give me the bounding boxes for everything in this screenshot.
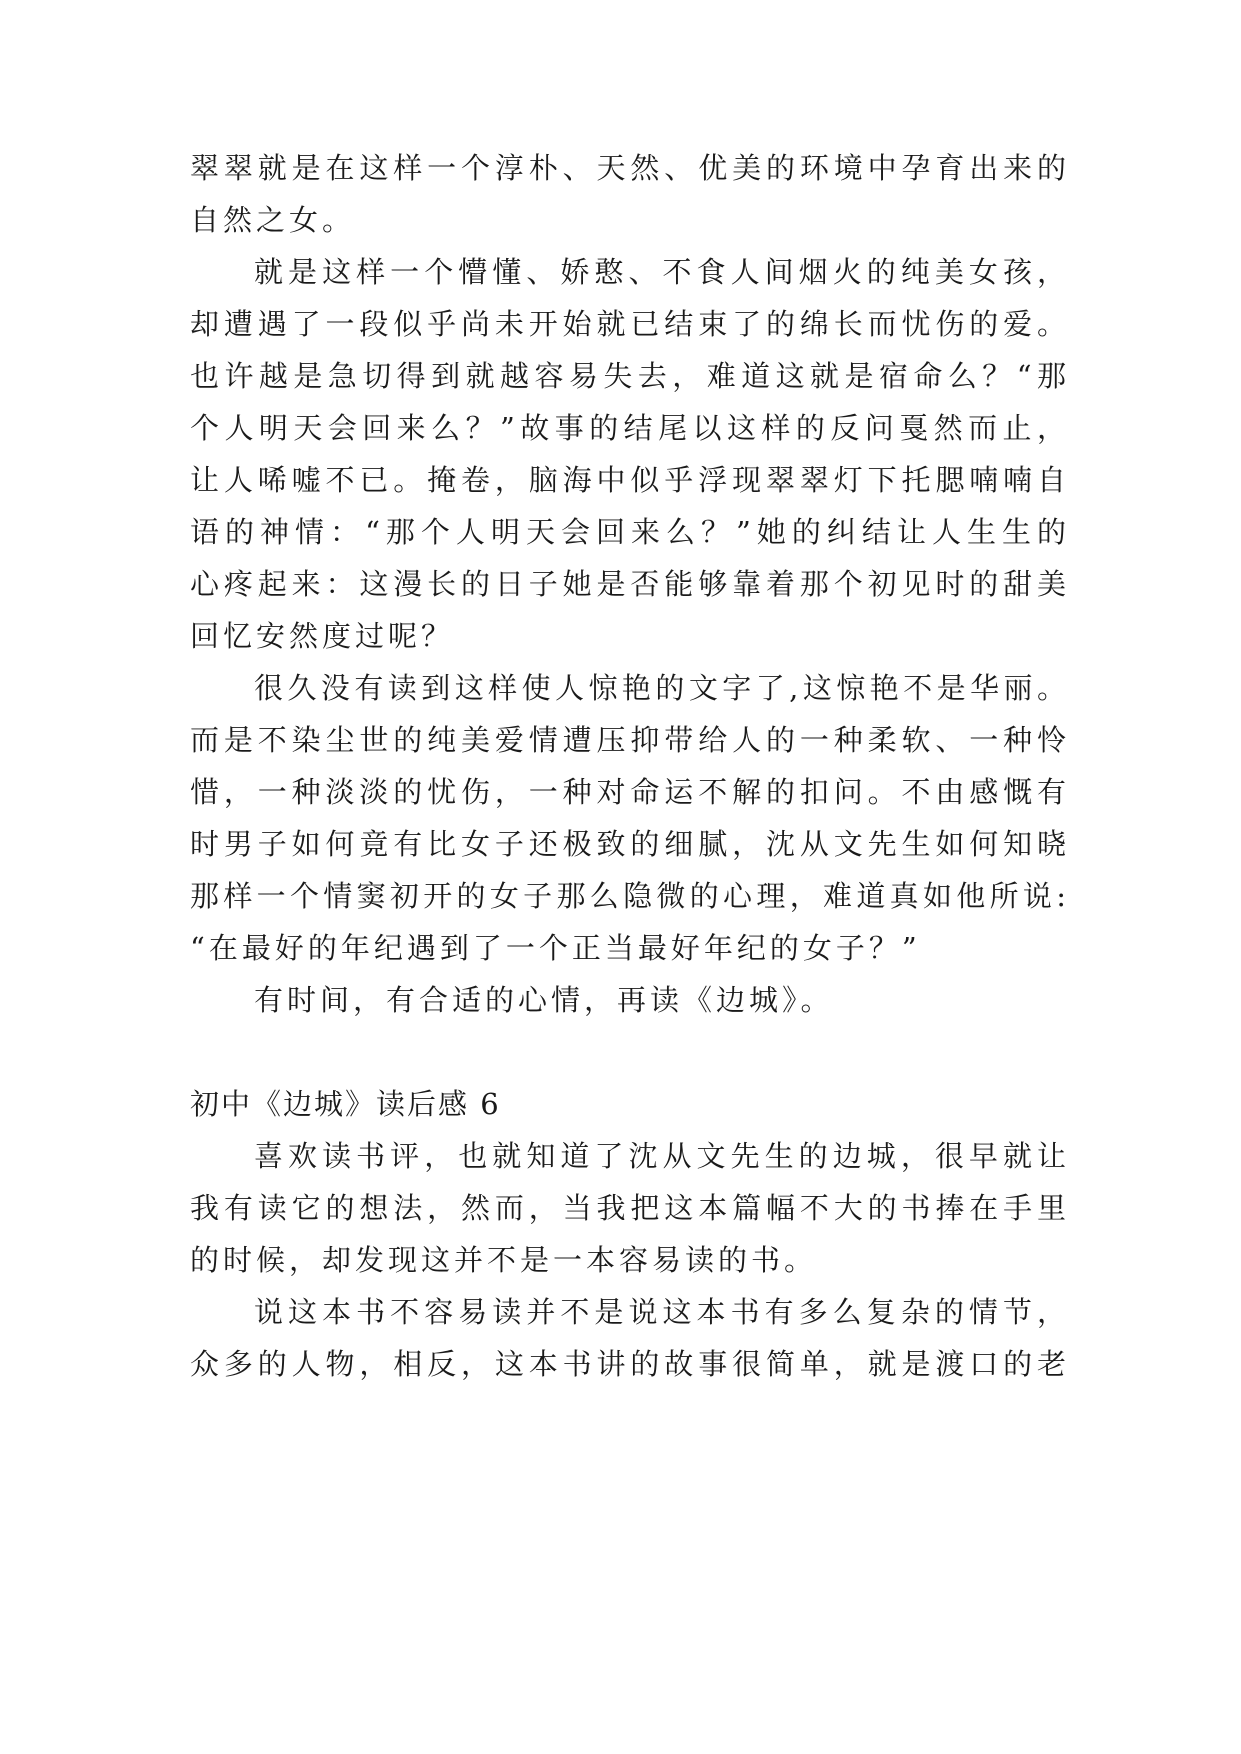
paragraph-line: “在最好的年纪遇到了一个正当最好年纪的女子？” — [190, 931, 921, 965]
paragraph-line: 很久没有读到这样使人惊艳的文字了,这惊艳不是华丽。 — [254, 671, 1070, 705]
paragraph-line: 那样一个情窦初开的女子那么隐微的心理，难道真如他所说: — [190, 879, 1070, 913]
section-title: 初中《边城》读后感 6 — [190, 1087, 501, 1121]
paragraph-line: 说这本书不容易读并不是说这本书有多么复杂的情节， — [254, 1295, 1070, 1329]
paragraph-line: 众多的人物，相反，这本书讲的故事很简单，就是渡口的老 — [190, 1347, 1070, 1381]
paragraph-line: 惜，一种淡淡的忧伤，一种对命运不解的扣问。不由感慨有 — [190, 775, 1070, 809]
paragraph-line: 就是这样一个懵懂、娇憨、不食人间烟火的纯美女孩， — [254, 255, 1070, 289]
paragraph-line: 而是不染尘世的纯美爱情遭压抑带给人的一种柔软、一种怜 — [190, 723, 1070, 757]
paragraph-line: 翠翠就是在这样一个淳朴、天然、优美的环境中孕育出来的 — [190, 151, 1070, 185]
paragraph-line: 我有读它的想法，然而，当我把这本篇幅不大的书捧在手里 — [190, 1191, 1070, 1225]
paragraph-line: 让人唏嘘不已。掩卷，脑海中似乎浮现翠翠灯下托腮喃喃自 — [190, 463, 1070, 497]
paragraph-line: 却遭遇了一段似乎尚未开始就已结束了的绵长而忧伤的爱。 — [190, 307, 1070, 341]
paragraph-line: 的时候，却发现这并不是一本容易读的书。 — [190, 1243, 818, 1277]
paragraph-line: 喜欢读书评，也就知道了沈从文先生的边城，很早就让 — [254, 1139, 1070, 1173]
paragraph-line: 也许越是急切得到就越容易失去，难道这就是宿命么？“那 — [190, 359, 1070, 393]
paragraph-line: 回忆安然度过呢？ — [190, 619, 455, 653]
paragraph-line: 心疼起来：这漫长的日子她是否能够靠着那个初见时的甜美 — [190, 567, 1070, 601]
paragraph-line: 自然之女。 — [190, 203, 356, 237]
paragraph-line: 时男子如何竟有比女子还极致的细腻，沈从文先生如何知晓 — [190, 827, 1070, 861]
paragraph-line: 语的神情：“那个人明天会回来么？”她的纠结让人生生的 — [190, 515, 1070, 549]
paragraph-line: 有时间，有合适的心情，再读《边城》。 — [254, 983, 834, 1017]
paragraph-line: 个人明天会回来么？”故事的结尾以这样的反问戛然而止， — [190, 411, 1070, 445]
